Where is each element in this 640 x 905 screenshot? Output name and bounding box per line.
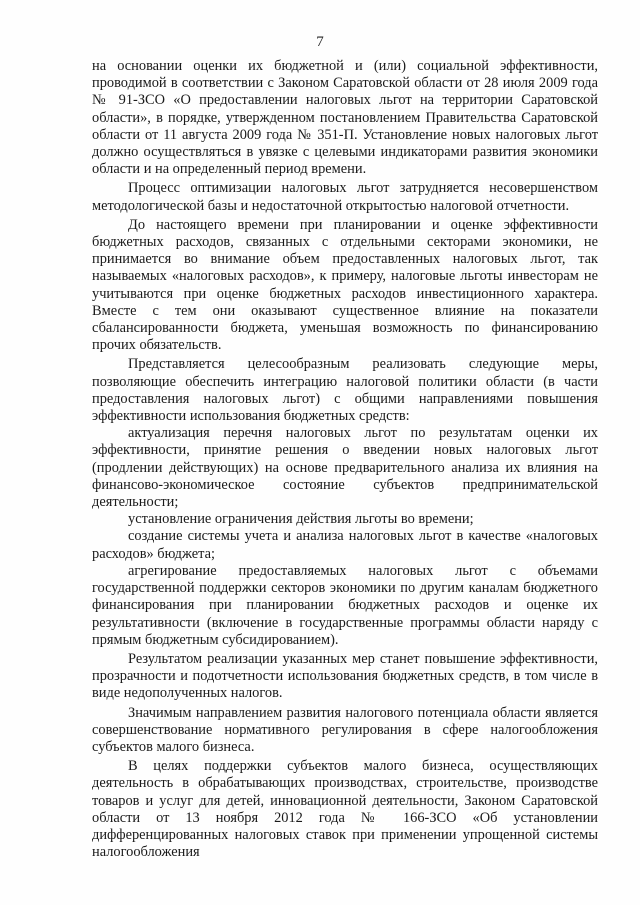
document-body: [92, 58, 598, 863]
list-item-3: создание системы учета и анализа налоговых льгот в качестве «налоговых расходов» бюджета;: [92, 528, 598, 562]
paragraph-7: В целях поддержки субъектов малого бизнеса, осуществляющих деятельность в обрабатывающих производствах, строительстве, производстве товаров и услуг для детей, инновационной деятельности, Законом Саратовской области от 13 ноября 2012 года № 166-ЗСО «Об установлении дифференцированных налоговых ставок при применении упрощенной системы налогообложения: [92, 758, 598, 861]
list-item-2: установление ограничения действия льготы во времени;: [128, 511, 474, 528]
paragraph-4: Представляется целесообразным реализовать следующие меры, позволяющие обеспечить интеграцию налоговой политики области (в части предоставления налоговых льгот) с общими направлениями повышения эффективности использования бюджетных средств:: [92, 356, 598, 425]
paragraph-2: Процесс оптимизации налоговых льгот затрудняется несовершенством методологической базы и недостаточной открытостью налоговой отчетности.: [92, 180, 598, 214]
paragraph-5: Результатом реализации указанных мер станет повышение эффективности, прозрачности и подотчетности использования бюджетных средств, в том числе в виде недополученных налогов.: [92, 650, 598, 702]
list-item-1: актуализация перечня налоговых льгот по результатам оценки их эффективности, принятие решения о введении новых налоговых льгот (продлении действующих) на основе предварительного анализа их влияния на финансово-экономическое состояние субъектов предпринимательской деятельности;: [92, 425, 598, 511]
paragraph-3: До настоящего времени при планировании и оценке эффективности бюджетных расходов, связанных с отдельными секторами экономики, не принимается во внимание объем предоставленных налоговых льгот, так называемых «налоговых расходов», к примеру, налоговые льготы инвесторам не учитываются при оценке бюджетных расходов инвестиционного характера. Вместе с тем они оказывают существенное влияние на показатели сбалансированности бюджета, уменьшая возможность по финансированию прочих обязательств.: [92, 216, 598, 354]
page-number: 7: [316, 34, 324, 50]
paragraph-1: на основании оценки их бюджетной и (или) социальной эффективности, проводимой в соответствии с Законом Саратовской области от 28 июля 2009 года № 91-ЗСО «О предоставлении налоговых льгот на территории Саратовской области», в порядке, утвержденном постановлением Правительства Саратовской области от 11 августа 2009 года № 351-П. Установление новых налоговых льгот должно осуществляться в увязке с целевыми индикаторами развития экономики области и на определенный период времени.: [92, 58, 598, 178]
list-item-4: агрегирование предоставляемых налоговых льгот с объемами государственной поддержки секторов экономики по другим каналам бюджетного финансирования при планировании бюджетных расходов и оценке их результативности (включение в государственные программы области наряду с прямым бюджетным субсидированием).: [92, 562, 598, 648]
paragraph-6: Значимым направлением развития налогового потенциала области является совершенствование нормативного регулирования в сфере налогообложения субъектов малого бизнеса.: [92, 704, 598, 755]
